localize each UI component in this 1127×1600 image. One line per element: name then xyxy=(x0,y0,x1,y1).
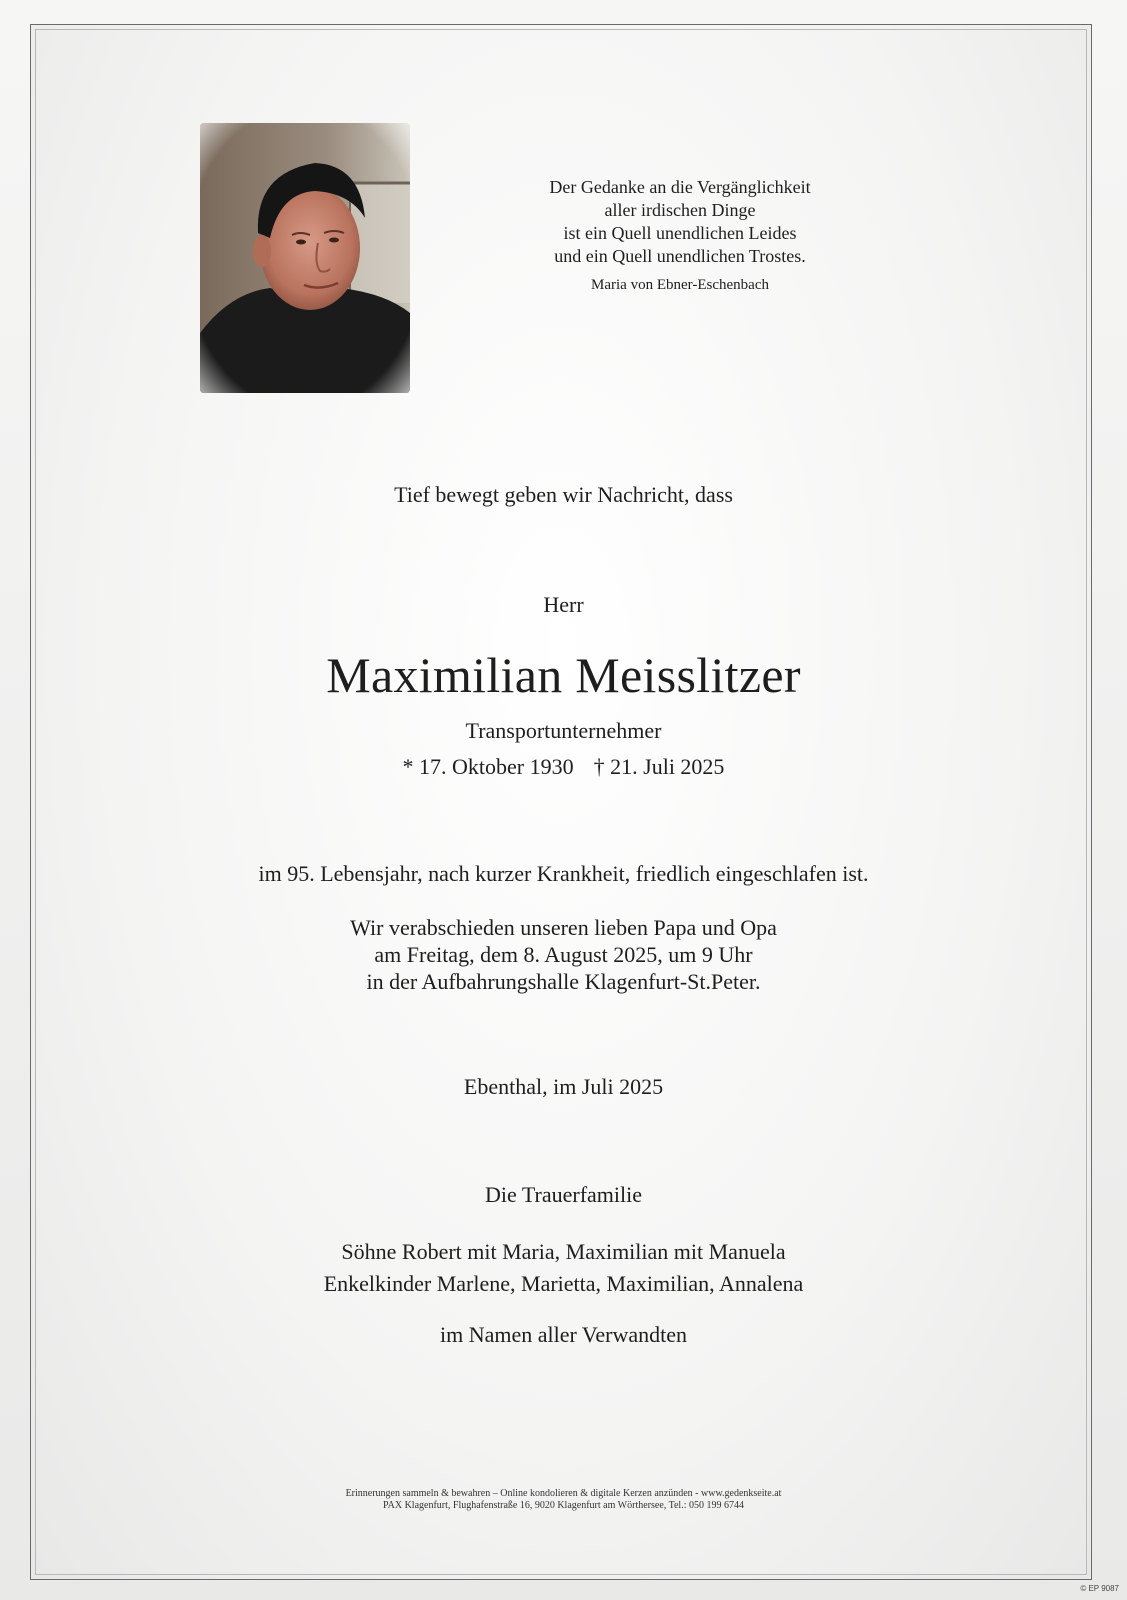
relatives-note: im Namen aller Verwandten xyxy=(439,1322,687,1347)
death-date: † 21. Juli 2025 xyxy=(593,754,725,779)
place-and-date: Ebenthal, im Juli 2025 xyxy=(463,1074,664,1099)
footer-info xyxy=(30,1488,1097,1512)
farewell-line: in der Aufbahrungshalle Klagenfurt-St.Peter. xyxy=(366,969,761,994)
footer-line: PAX Klagenfurt, Flughafenstraße 16, 9020 Klagenfurt am Wörthersee, Tel.: 050 199 6744 xyxy=(383,1500,744,1511)
occupation: Transportunternehmer xyxy=(465,718,662,743)
memorial-quote xyxy=(480,176,880,297)
farewell-line: Wir verabschieden unseren lieben Papa und Opa xyxy=(350,915,777,940)
farewell-details xyxy=(30,914,1097,995)
document-code: © EP 9087 xyxy=(1080,1584,1119,1593)
salutation: Herr xyxy=(543,592,584,617)
farewell-line: am Freitag, dem 8. August 2025, um 9 Uhr xyxy=(374,942,753,967)
family-line: Söhne Robert mit Maria, Maximilian mit Manuela xyxy=(341,1239,786,1264)
footer-line: Erinnerungen sammeln & bewahren – Online kondolieren & digitale Kerzen anzünden - www.gedenkseite.at xyxy=(345,1488,782,1499)
portrait-photo xyxy=(200,123,410,393)
passing-text: im 95. Lebensjahr, nach kurzer Krankheit, friedlich eingeschlafen ist. xyxy=(258,861,869,886)
quote-author: Maria von Ebner-Eschenbach xyxy=(591,277,769,293)
family-line: Enkelkinder Marlene, Marietta, Maximilian, Annalena xyxy=(323,1271,804,1296)
life-dates xyxy=(30,754,1097,780)
quote-line: aller irdischen Dinge xyxy=(604,200,756,220)
family-title: Die Trauerfamilie xyxy=(484,1182,643,1207)
portrait-illustration xyxy=(200,123,410,393)
family-members xyxy=(30,1236,1097,1300)
quote-line: Der Gedanke an die Vergänglichkeit xyxy=(549,177,811,197)
quote-line: ist ein Quell unendlichen Leides xyxy=(563,223,797,243)
birth-date: * 17. Oktober 1930 xyxy=(402,754,574,779)
notice-intro: Tief bewegt geben wir Nachricht, dass xyxy=(394,482,733,507)
deceased-name: Maximilian Meisslitzer xyxy=(326,647,801,703)
quote-line: und ein Quell unendlichen Trostes. xyxy=(554,246,806,266)
